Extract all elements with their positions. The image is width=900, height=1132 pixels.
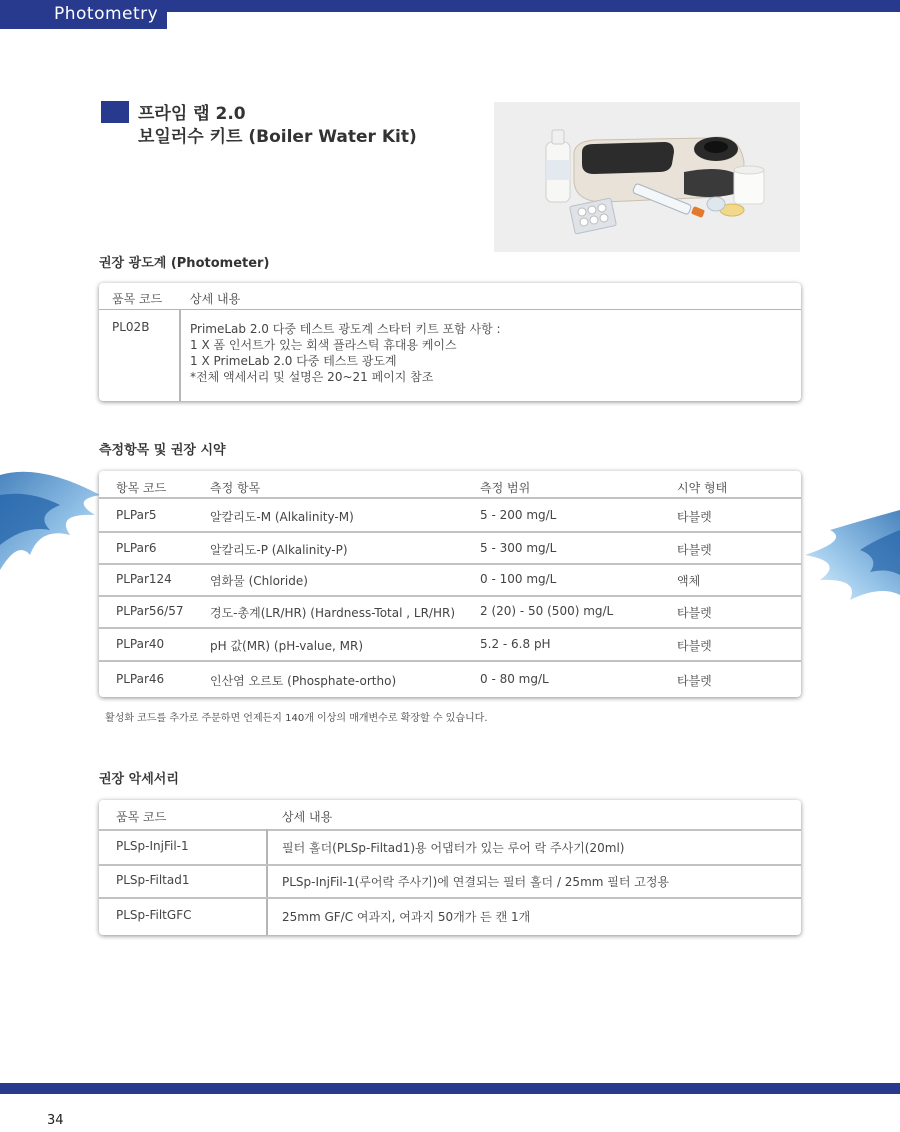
photometer-table (99, 283, 801, 401)
product-photo (494, 102, 800, 252)
row-divider (99, 497, 801, 499)
accessory-detail: PLSp-InjFil-1(루어락 주사기)에 연결되는 필터 홀더 / 25mm 필터 고정용 (282, 875, 670, 889)
header-detail: 상세 내용 (190, 292, 241, 306)
reagent-range: 0 - 80 mg/L (480, 672, 549, 686)
row-divider (99, 595, 801, 597)
reagent-range: 0 - 100 mg/L (480, 572, 557, 586)
water-splash-left (0, 455, 110, 585)
reagent-form: 액체 (677, 574, 701, 588)
reagents-heading: 측정항목 및 권장 시약 (99, 443, 226, 458)
reagent-form: 타블렛 (677, 674, 712, 688)
column-divider (266, 829, 268, 935)
reagent-measurement: 인산염 오르토 (Phosphate-ortho) (210, 674, 397, 688)
reagent-measurement: 알칼리도-P (Alkalinity-P) (210, 543, 348, 557)
reagent-code: PLPar5 (116, 508, 157, 522)
row-divider (99, 660, 801, 662)
reagent-form: 타블렛 (677, 639, 712, 653)
water-splash-right (790, 500, 900, 610)
reagent-measurement: 경도-총계(LR/HR) (Hardness-Total , LR/HR) (210, 606, 456, 620)
reagents-table (99, 471, 801, 697)
reagent-measurement: 염화물 (Chloride) (210, 574, 308, 588)
header-code: 품목 코드 (112, 292, 163, 306)
row-divider (99, 864, 801, 866)
reagent-measurement: 알칼리도-M (Alkalinity-M) (210, 510, 354, 524)
page-number: 34 (47, 1113, 64, 1128)
accessories-heading: 권장 악세서리 (99, 772, 179, 787)
reagent-code: PLPar56/57 (116, 604, 184, 618)
title-marker (101, 101, 129, 123)
reagent-code: PLPar124 (116, 572, 172, 586)
row-divider (99, 829, 801, 831)
detail-line: 1 X PrimeLab 2.0 다중 테스트 광도계 (190, 354, 397, 368)
reagent-code: PLPar6 (116, 541, 157, 555)
bottom-band (0, 1083, 900, 1094)
reagent-range: 2 (20) - 50 (500) mg/L (480, 604, 614, 618)
expansion-note: 활성화 코드를 추가로 주문하면 언제든지 140개 이상의 매개변수로 확장할 수 있습니다. (105, 713, 488, 724)
detail-line: PrimeLab 2.0 다중 테스트 광도계 스타터 키트 포함 사항 : (190, 322, 501, 336)
header-code: 품목 코드 (116, 810, 167, 824)
reagent-range: 5 - 200 mg/L (480, 508, 557, 522)
row-divider (99, 897, 801, 899)
header-detail: 상세 내용 (282, 810, 333, 824)
column-divider (179, 310, 181, 401)
product-code: PL02B (112, 320, 150, 334)
header-measurement: 측정 항목 (210, 481, 261, 495)
row-divider (99, 531, 801, 533)
row-divider (99, 563, 801, 565)
accessory-code: PLSp-FiltGFC (116, 908, 192, 922)
detail-line: *전체 액세서리 및 설명은 20~21 페이지 참조 (190, 370, 434, 384)
accessory-detail: 25mm GF/C 여과지, 여과지 50개가 든 캔 1개 (282, 910, 531, 924)
accessory-code: PLSp-Filtad1 (116, 873, 190, 887)
accessories-table (99, 800, 801, 935)
reagent-range: 5.2 - 6.8 pH (480, 637, 551, 651)
product-title-line2: 보일러수 키트 (Boiler Water Kit) (138, 127, 417, 147)
reagent-code: PLPar40 (116, 637, 165, 651)
row-divider (99, 627, 801, 629)
header-range: 측정 범위 (480, 481, 531, 495)
product-title (138, 103, 417, 149)
accessory-detail: 필터 홀더(PLSp-Filtad1)용 어댑터가 있는 루어 락 주사기(20ml) (282, 841, 625, 855)
photometer-heading: 권장 광도계 (Photometer) (99, 256, 270, 271)
reagent-measurement: pH 값(MR) (pH-value, MR) (210, 639, 364, 653)
header-form: 시약 형태 (677, 481, 728, 495)
reagent-form: 타블렛 (677, 543, 712, 557)
accessory-code: PLSp-InjFil-1 (116, 839, 189, 853)
reagent-range: 5 - 300 mg/L (480, 541, 557, 555)
header-item-code: 항목 코드 (116, 481, 167, 495)
reagent-form: 타블렛 (677, 510, 712, 524)
product-title-line1: 프라임 랩 2.0 (138, 104, 246, 124)
section-tab: Photometry (0, 0, 167, 29)
detail-line: 1 X 폼 인서트가 있는 회색 플라스틱 휴대용 케이스 (190, 338, 457, 352)
reagent-form: 타블렛 (677, 606, 712, 620)
reagent-code: PLPar46 (116, 672, 165, 686)
